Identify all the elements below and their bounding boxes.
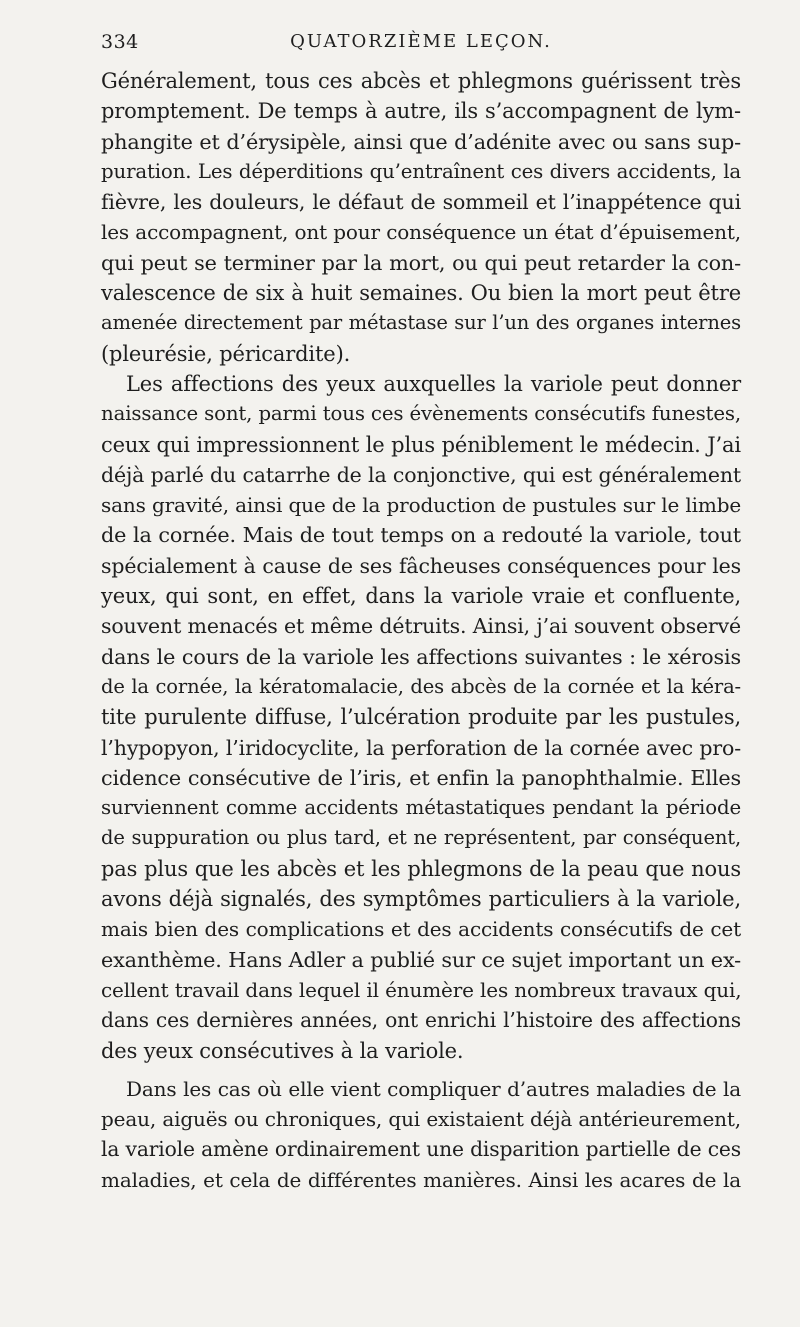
text-line: (pleurésie, péricardite).	[101, 341, 351, 366]
text-line: mais bien des complications et des accidents consécutifs de cet	[101, 917, 741, 942]
text-line: de la cornée. Mais de tout temps on a redouté la variole, tout	[101, 523, 741, 548]
text-line: tite purulente diffuse, l’ulcération produite par les pustules,	[101, 705, 741, 730]
text-line: pas plus que les abcès et les phlegmons de la peau que nous	[101, 856, 741, 881]
paragraph-gap	[101, 1066, 741, 1074]
running-title: QUATORZIÈME LEÇON.	[290, 31, 552, 52]
text-line: l’hypopyon, l’iridocyclite, la perforation de la cornée avec pro-	[101, 735, 741, 760]
text-line: maladies, et cela de différentes manières. Ainsi les acares de la	[101, 1167, 741, 1192]
body-text	[101, 66, 741, 1195]
text-line: spécialement à cause de ses fâcheuses conséquences pour les	[101, 553, 741, 578]
text-line: de la cornée, la kératomalacie, des abcès de la cornée et la kéra-	[101, 674, 741, 698]
text-line: surviennent comme accidents métastatiques pendant la période	[101, 796, 741, 820]
page-number: 334	[101, 31, 139, 53]
text-line: déjà parlé du catarrhe de la conjonctive, qui est généralement	[101, 462, 741, 487]
text-line: phangite et d’érysipèle, ainsi que d’adénite avec ou sans sup-	[101, 129, 741, 154]
text-line: sans gravité, ainsi que de la production de pustules sur le limbe	[101, 493, 742, 518]
text-line: peau, aiguës ou chroniques, qui existaient déjà antérieurement,	[101, 1107, 741, 1132]
text-line: avons déjà signalés, des symptômes particuliers à la variole,	[101, 887, 741, 912]
text-line: valescence de six à huit semaines. Ou bien la mort peut être	[101, 281, 741, 306]
text-line: des yeux consécutives à la variole.	[101, 1038, 464, 1063]
text-line: dans ces dernières années, ont enrichi l’histoire des affections	[101, 1008, 741, 1033]
text-line: yeux, qui sont, en effet, dans la variole vraie et confluente,	[101, 584, 741, 609]
text-line: dans le cours de la variole les affections suivantes : le xérosis	[101, 644, 741, 669]
text-line: exanthème. Hans Adler a publié sur ce sujet important un ex-	[101, 947, 741, 972]
text-line: cidence consécutive de l’iris, et enfin la panophthalmie. Elles	[101, 765, 741, 790]
text-line: puration. Les déperditions qu’entraînent ces divers accidents, la	[101, 159, 741, 183]
text-line: qui peut se terminer par la mort, ou qui peut retarder la con-	[101, 250, 741, 275]
paragraph-2	[101, 369, 741, 1066]
page-header	[101, 31, 741, 63]
text-line: cellent travail dans lequel il énumère les nombreux travaux qui,	[101, 977, 742, 1002]
text-line: la variole amène ordinairement une disparition partielle de ces	[101, 1137, 741, 1162]
paragraph-3	[101, 1074, 741, 1195]
text-line: de suppuration ou plus tard, et ne représentent, par conséquent,	[101, 826, 741, 850]
text-line: Les affections des yeux auxquelles la variole peut donner	[126, 371, 741, 396]
text-line: Dans les cas où elle vient compliquer d’autres maladies de la	[126, 1076, 741, 1101]
text-line: amenée directement par métastase sur l’un des organes internes	[101, 311, 741, 335]
paragraph-1	[101, 66, 741, 369]
text-line: souvent menacés et même détruits. Ainsi, j’ai souvent observé	[101, 614, 741, 639]
text-line: fièvre, les douleurs, le défaut de sommeil et l’inappétence qui	[101, 190, 741, 215]
text-line: promptement. De temps à autre, ils s’accompagnent de lym-	[101, 99, 741, 124]
text-line: ceux qui impressionnent le plus péniblement le médecin. J’ai	[101, 432, 741, 457]
text-line: Généralement, tous ces abcès et phlegmons guérissent très	[101, 69, 741, 93]
text-line: naissance sont, parmi tous ces évènements consécutifs funestes,	[101, 402, 741, 426]
text-line: les accompagnent, ont pour conséquence un état d’épuisement,	[101, 220, 741, 245]
